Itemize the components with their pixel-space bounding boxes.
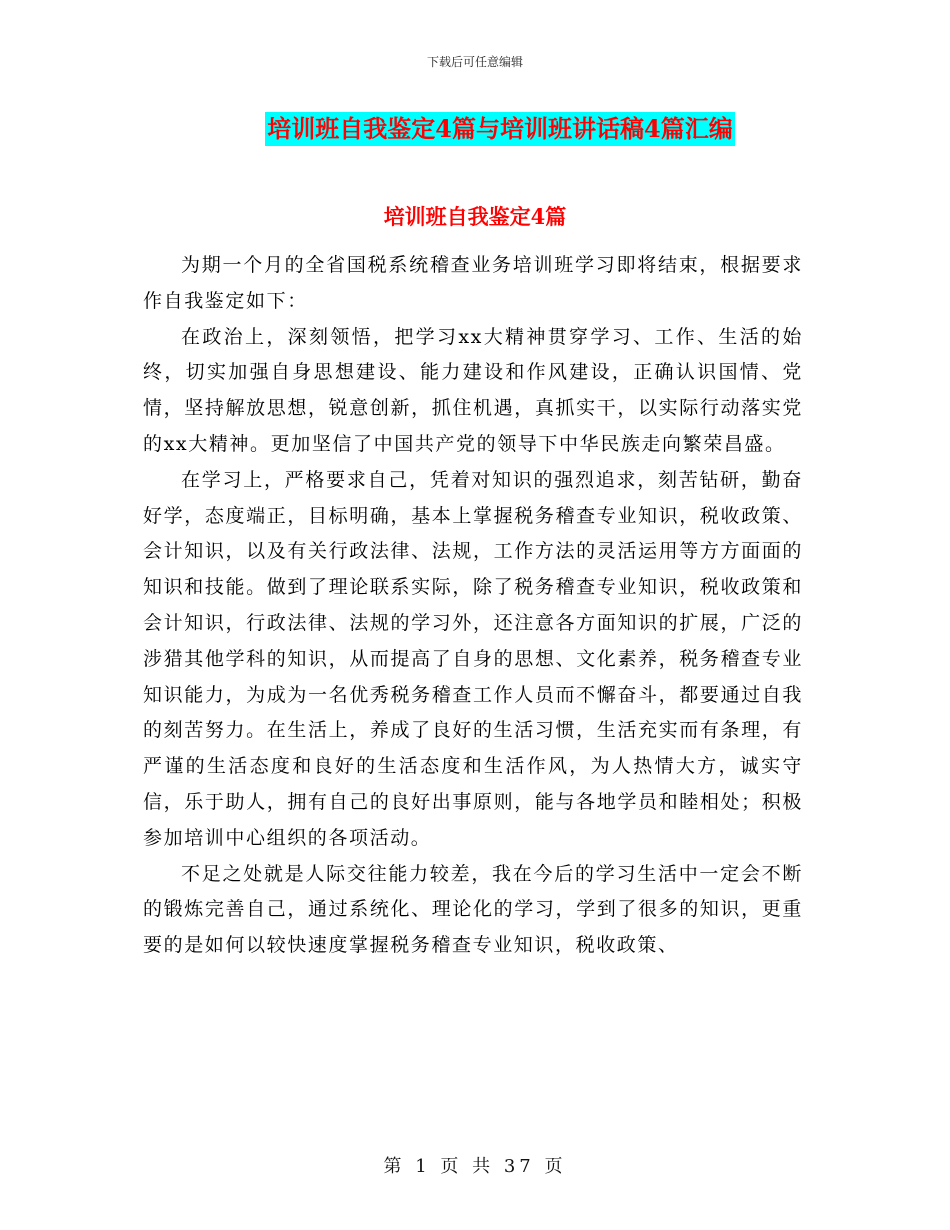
body-paragraph: 为期一个月的全省国税系统稽查业务培训班学习即将结束，根据要求作自我鉴定如下：: [143, 254, 803, 312]
section-title: 培训班自我鉴定4篇: [383, 204, 567, 229]
body-paragraph: 在政治上，深刻领悟，把学习xx大精神贯穿学习、工作、生活的始终，切实加强自身思想建设、能力建设和作风建设，正确认识国情、党情，坚持解放思想，锐意创新，抓住机遇，真抓实干，以实际行动落实党的xx大精神。更加坚信了中国共产党的领导下中华民族走向繁荣昌盛。: [143, 325, 803, 455]
page-number-footer: 第 1 页 共 37 页: [383, 1156, 567, 1177]
document-main-title: 培训班自我鉴定4篇与培训班讲话稿4篇汇编: [265, 112, 734, 146]
body-paragraph: 在学习上，严格要求自己，凭着对知识的强烈追求，刻苦钻研，勤奋好学，态度端正，目标明确，基本上掌握税务稽查专业知识，税收政策、会计知识，以及有关行政法律、法规，工作方法的灵活运用等方方面面的知识和技能。做到了理论联系实际，除了税务稽查专业知识，税收政策和会计知识，行政法律、法规的学习外，还注意各方面知识的扩展，广泛的涉猎其他学科的知识，从而提高了自身的思想、文化素养，税务稽查专业知识能力，为成为一名优秀税务稽查工作人员而不懈奋斗，都要通过自我的刻苦努力。在生活上，养成了良好的生活习惯，生活充实而有条理，有严谨的生活态度和良好的生活态度和生活作风，为人热情大方，诚实守信，乐于助人，拥有自己的良好出事原则，能与各地学员和睦相处；积极参加培训中心组织的各项活动。: [143, 468, 803, 849]
body-paragraph: 不足之处就是人际交往能力较差，我在今后的学习生活中一定会不断的锻炼完善自己，通过系统化、理论化的学习，学到了很多的知识，更重要的是如何以较快速度掌握税务稽查专业知识，税收政策、: [143, 862, 803, 957]
page-header-note: 下载后可任意编辑: [426, 55, 523, 69]
document-body: [143, 248, 803, 964]
main-title-container: [0, 112, 950, 146]
